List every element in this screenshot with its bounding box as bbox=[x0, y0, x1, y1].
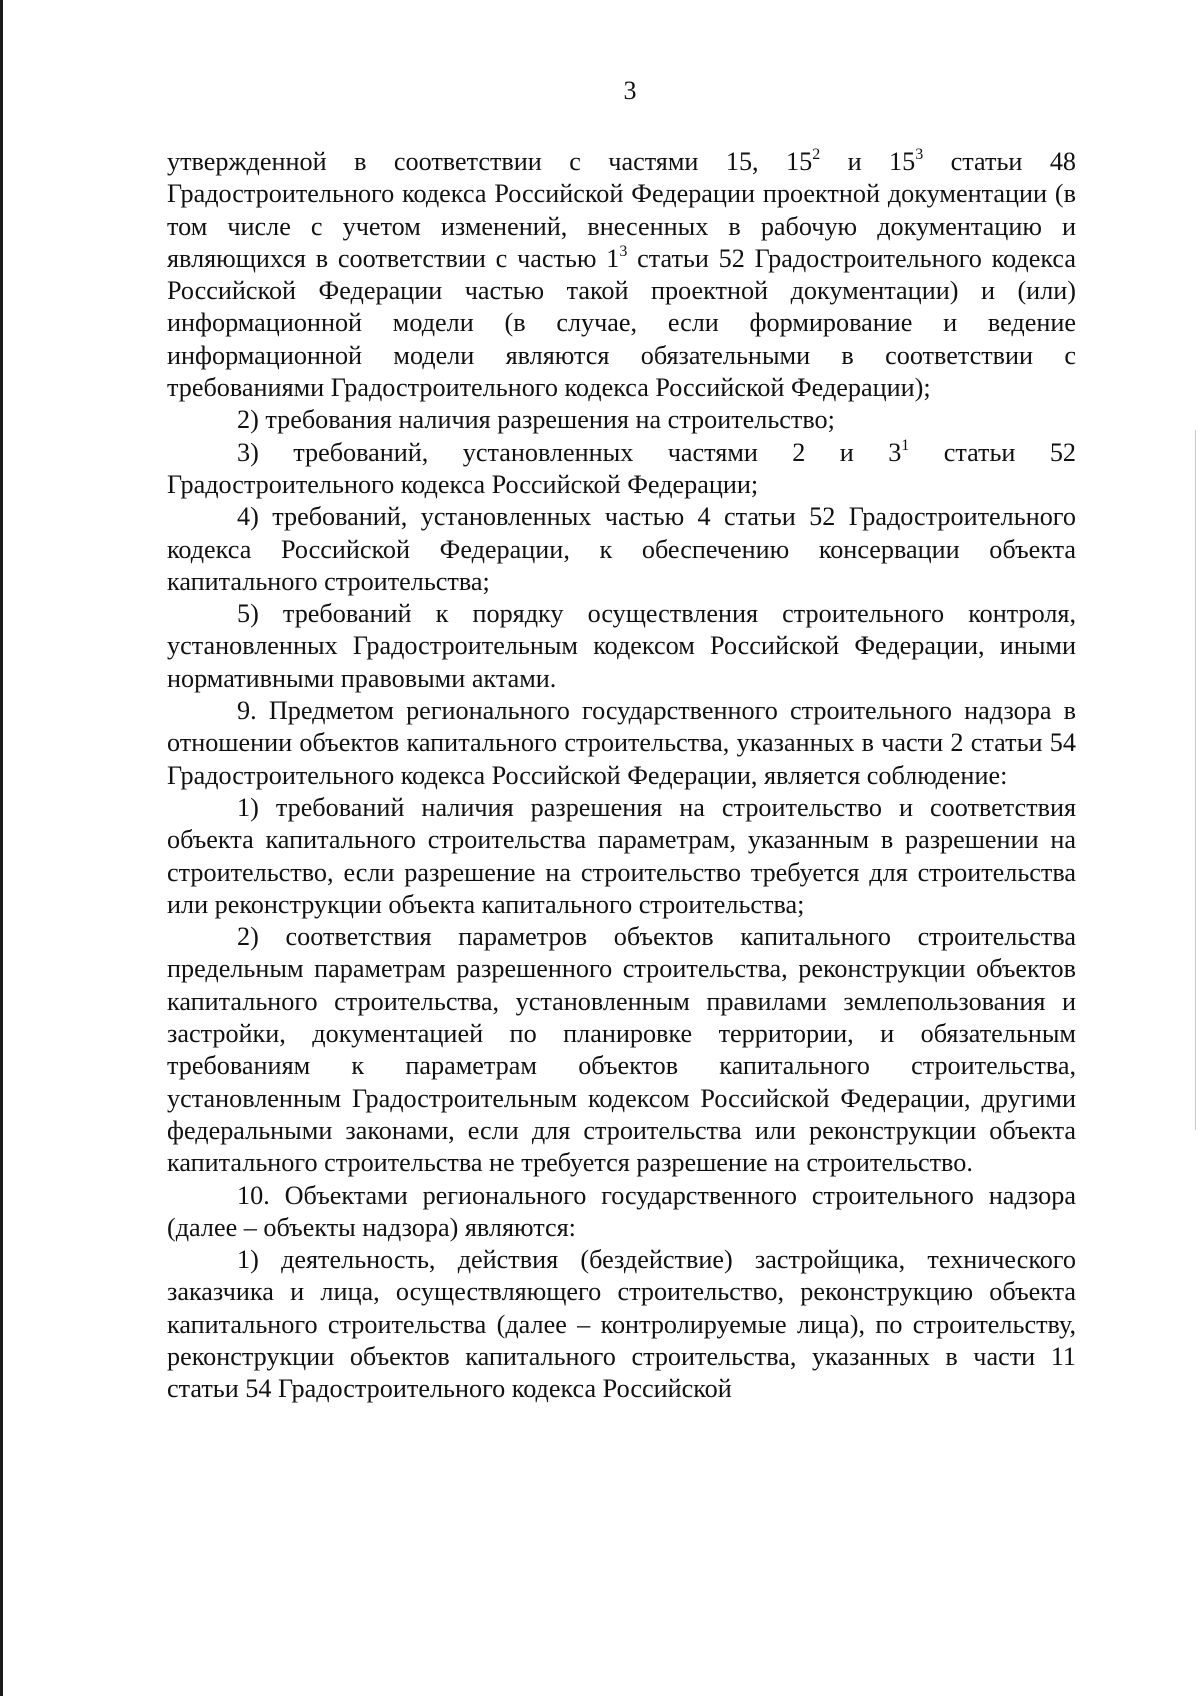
scan-left-edge bbox=[0, 0, 3, 1696]
paragraph-text: 9. Предметом регионального государственного строительного надзора в отношении объектов капитального строительства, указанных в части 2 статьи 54 Градостроительного кодекса Российской Федерации, является соблюдение: bbox=[167, 696, 1076, 790]
paragraph-item-8-5 bbox=[167, 598, 1076, 695]
paragraph-item-10-1 bbox=[167, 1244, 1076, 1405]
paragraph-text: 2) соответствия параметров объектов капитального строительства предельным параметрам разрешенного строительства, реконструкции объектов капитального строительства, установленным правилами землепользования и застройки, документацией по планировке территории, и обязательным требованиям к параметрам объектов капитального строительства, установленным Градостроительным кодексом Российской Федерации, другими федеральными законами, если для строительства или реконструкции объекта капитального строительства не требуется разрешение на строительство. bbox=[167, 922, 1076, 1178]
paragraph-text: 3) требований, установленных частями 2 и 3 bbox=[237, 437, 902, 467]
superscript: 1 bbox=[901, 436, 910, 454]
paragraph-item-8-2 bbox=[167, 404, 1076, 436]
paragraph-text: статьи 48 Градостроительного кодекса Российской Федерации проектной документации (в том числе с учетом изменений, внесенных в рабочую документацию и являющихся в соответствии с частью 1 bbox=[167, 147, 1077, 273]
paragraph-text: 2) требования наличия разрешения на строительство; bbox=[237, 405, 835, 435]
paragraph-text: утвержденной в соответствии с частями 15, 15 bbox=[167, 147, 813, 176]
page-number: 3 bbox=[623, 76, 637, 105]
paragraph-item-9-2 bbox=[167, 921, 1076, 1179]
scan-right-edge bbox=[1195, 430, 1196, 1130]
paragraph-item-8-4 bbox=[167, 501, 1076, 598]
paragraph-item-8-3 bbox=[167, 437, 1076, 502]
paragraph-text: 10. Объектами регионального государственного строительного надзора (далее – объекты надзора) являются: bbox=[167, 1180, 1076, 1242]
paragraph-continuation bbox=[167, 146, 1076, 404]
paragraph-section-9 bbox=[167, 695, 1076, 792]
paragraph-text: 1) деятельность, действия (бездействие) застройщика, технического заказчика и лица, осуществляющего строительство, реконструкцию объекта капитального строительства (далее – контролируемые лица), по строительству, реконструкции объектов капитального строительства, указанных в части 11 статьи 54 Градостроительного кодекса Российской bbox=[167, 1245, 1076, 1404]
paragraph-text: 5) требований к порядку осуществления строительного контроля, установленных Градостроительным кодексом Российской Федерации, иными нормативными правовыми актами. bbox=[167, 599, 1076, 693]
paragraph-section-10 bbox=[167, 1180, 1076, 1245]
paragraph-item-9-1 bbox=[167, 792, 1076, 921]
paragraph-text: статьи 52 Градостроительного кодекса Российской Федерации частью такой проектной документации) и (или) информационной модели (в случае, если формирование и ведение информационной модели являются обязательными в соответствии с требованиями Градостроительного кодекса Российской Федерации); bbox=[167, 243, 1076, 403]
document-body bbox=[167, 146, 1076, 1406]
paragraph-text: 4) требований, установленных частью 4 статьи 52 Градостроительного кодекса Российской Федерации, к обеспечению консервации объекта капитального строительства; bbox=[167, 502, 1076, 596]
superscript: 2 bbox=[812, 146, 821, 163]
paragraph-text: и 15 bbox=[820, 147, 916, 176]
superscript: 3 bbox=[619, 242, 628, 260]
superscript: 3 bbox=[915, 146, 924, 163]
paragraph-text: 1) требований наличия разрешения на строительство и соответствия объекта капитального строительства параметрам, указанным в разрешении на строительство, если разрешение на строительство требуется для строительства или реконструкции объекта капитального строительства; bbox=[167, 792, 1076, 919]
paragraph-text: статьи 52 Градостроительного кодекса Российской Федерации; bbox=[167, 437, 1077, 499]
